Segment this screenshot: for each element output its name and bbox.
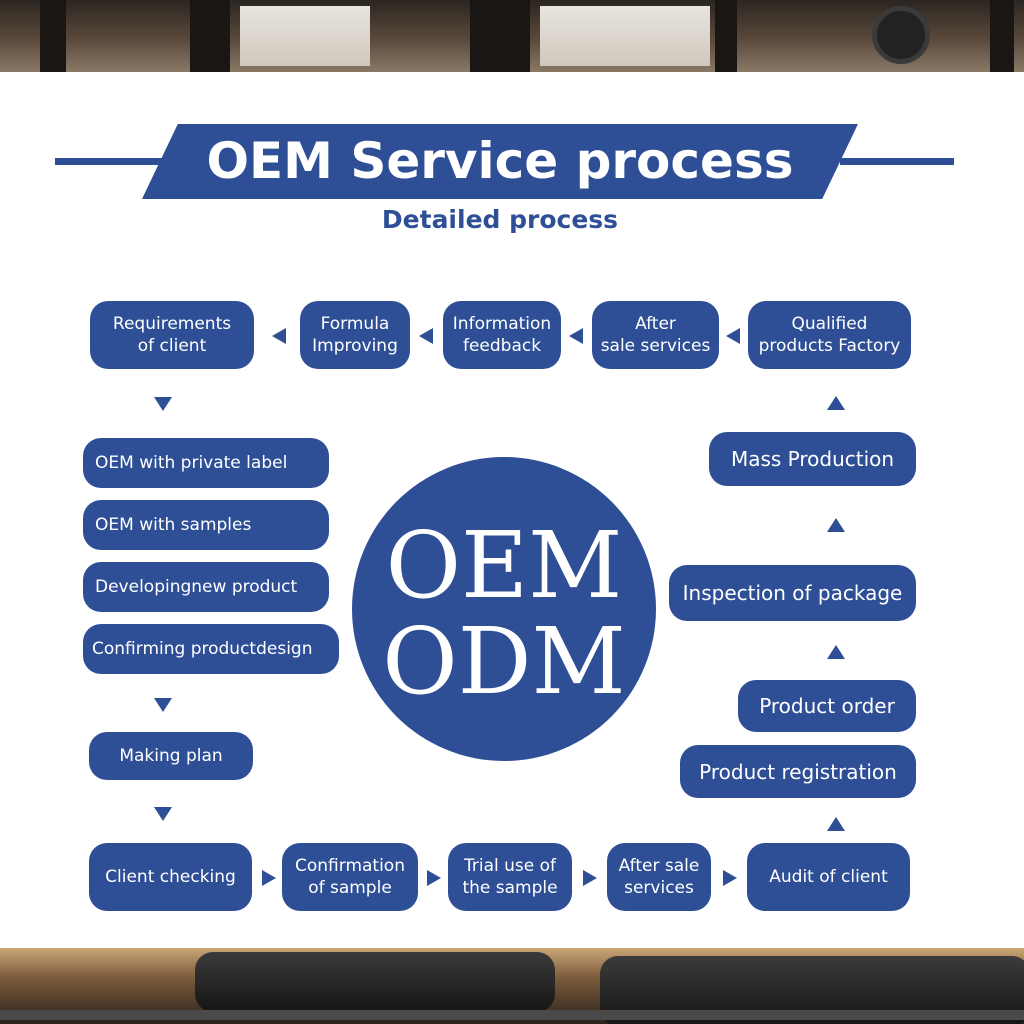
page-title: OEM Service process (206, 132, 794, 190)
arrow-down-icon (154, 397, 172, 411)
arrow-down-icon (154, 807, 172, 821)
bench-rail (0, 1010, 1024, 1020)
arrow-left-icon (569, 328, 583, 344)
node-information-feedback: Information feedback (443, 301, 561, 369)
arrow-down-icon (154, 698, 172, 712)
node-product-registration: Product registration (680, 745, 916, 798)
photo-post (715, 0, 737, 72)
arrow-left-icon (726, 328, 740, 344)
node-audit-of-client: Audit of client (747, 843, 910, 911)
node-client-checking: Client checking (89, 843, 252, 911)
node-formula-improving: Formula Improving (300, 301, 410, 369)
node-oem-with-samples: OEM with samples (83, 500, 329, 550)
photo-window (240, 6, 370, 66)
photo-post (990, 0, 1014, 72)
photo-post (40, 0, 66, 72)
node-mass-production: Mass Production (709, 432, 916, 486)
bench-pad (195, 952, 555, 1012)
node-requirements-of-client: Requirements of client (90, 301, 254, 369)
gym-photo-top (0, 0, 1024, 72)
node-product-order: Product order (738, 680, 916, 732)
photo-post (190, 0, 230, 72)
node-qualified-products-factory: Qualified products Factory (748, 301, 911, 369)
arrow-left-icon (272, 328, 286, 344)
node-confirming-product-design: Confirming productdesign (83, 624, 339, 674)
node-trial-use-of-sample: Trial use of the sample (448, 843, 572, 911)
gym-photo-bottom (0, 948, 1024, 1024)
center-label-odm: ODM (382, 608, 626, 715)
photo-post (470, 0, 530, 72)
arrow-up-icon (827, 396, 845, 410)
arrow-right-icon (262, 870, 276, 886)
node-making-plan: Making plan (89, 732, 253, 780)
arrow-left-icon (419, 328, 433, 344)
arrow-up-icon (827, 518, 845, 532)
photo-window (540, 6, 710, 66)
node-inspection-of-package: Inspection of package (669, 565, 916, 621)
center-label-oem: OEM (385, 512, 623, 619)
arrow-right-icon (583, 870, 597, 886)
weight-plate-icon (872, 6, 930, 64)
node-after-sale-services-bottom: After sale services (607, 843, 711, 911)
node-developing-new-product: Developingnew product (83, 562, 329, 612)
node-confirmation-of-sample: Confirmation of sample (282, 843, 418, 911)
arrow-right-icon (427, 870, 441, 886)
arrow-up-icon (827, 645, 845, 659)
page-subtitle: Detailed process (381, 205, 619, 234)
node-after-sale-services-top: After sale services (592, 301, 719, 369)
node-oem-private-label: OEM with private label (83, 438, 329, 488)
arrow-up-icon (827, 817, 845, 831)
arrow-right-icon (723, 870, 737, 886)
